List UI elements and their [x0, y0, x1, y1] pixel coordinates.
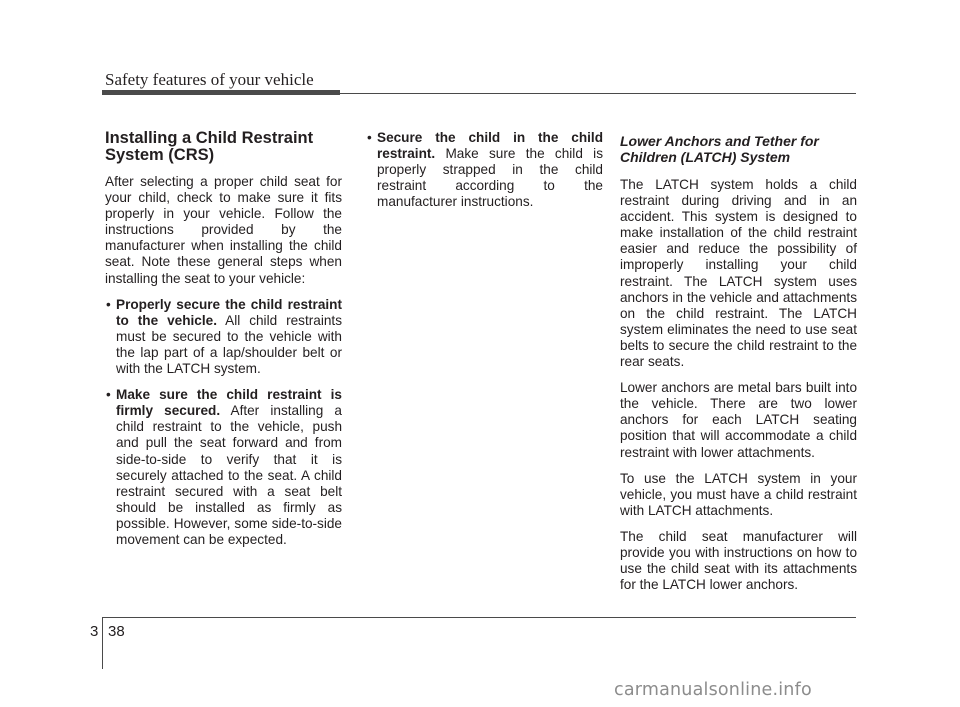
bullet-lead: Make sure the child restraint is firmly secured. [116, 387, 342, 419]
watermark: carmanualsonline.info [614, 680, 812, 700]
latch-paragraph-1: The LATCH system holds a child restraint during driving and in an accident. This system is designed to make installation of the child restraint easier and reduce the possibility of improperly installing your child restraint. The LATCH system uses anchors in the vehicle and attachments on the child restraint. The LATCH system eliminates the need to use seat belts to secure the child restraint to the rear seats. [620, 177, 857, 370]
column-left [105, 130, 342, 558]
bullet-lead: Secure the child in the child restraint. [377, 130, 603, 162]
header-rule-thin [340, 93, 856, 94]
bullet-text: All child restraints must be secured to the vehicle with the lap part of a lap/shoulder belt or with the LATCH system. [116, 312, 342, 377]
bullet-dot: • [367, 130, 372, 145]
subsection-heading: Lower Anchors and Tether for Children (LATCH) System [620, 133, 819, 165]
latch-paragraph-2: Lower anchors are metal bars built into the vehicle. There are two lower anchors for each LATCH seating position that will accommodate a child restraint with lower attachments. [620, 380, 857, 460]
bullet-text: After installing a child restraint to the vehicle, push and pull the seat forward and from side-to-side to verify that it is securely attached to the seat. A child restraint secured with a seat belt should be installed as firmly as possible. However, some side-to-side movement can be expected. [116, 403, 342, 547]
latch-paragraph-3: To use the LATCH system in your vehicle, you must have a child restraint with LATCH attachments. [620, 470, 857, 518]
page-header-title: Safety features of your vehicle [105, 70, 314, 89]
bullet-text: Make sure the child is properly strapped in the child restraint according to the manufacturer instructions. [377, 146, 603, 210]
footer-vertical-rule [102, 617, 103, 669]
chapter-number: 3 [90, 623, 99, 640]
page-number: 38 [108, 623, 125, 640]
footer-horizontal-rule [103, 617, 856, 618]
header-rule-thick [102, 90, 340, 95]
bullet-dot: • [106, 387, 111, 403]
bullet-item [105, 387, 342, 548]
column-middle [366, 130, 603, 220]
bullet-dot: • [106, 296, 111, 312]
bullet-item [366, 130, 603, 210]
intro-paragraph: After selecting a proper child seat for your child, check to make sure it fits properly in your vehicle. Follow the instructions provided by the manufacturer when installing the child seat. Note these general steps when installing the seat to your vehicle: [105, 174, 342, 286]
section-heading: Installing a Child Restraint System (CRS) [105, 129, 314, 164]
latch-paragraph-4: The child seat manufacturer will provide you with instructions on how to use the child seat with its attachments for the LATCH lower anchors. [620, 528, 857, 593]
bullet-item [105, 297, 342, 377]
bullet-lead: Properly secure the child restraint to the vehicle. [116, 296, 342, 328]
column-right [620, 133, 857, 603]
